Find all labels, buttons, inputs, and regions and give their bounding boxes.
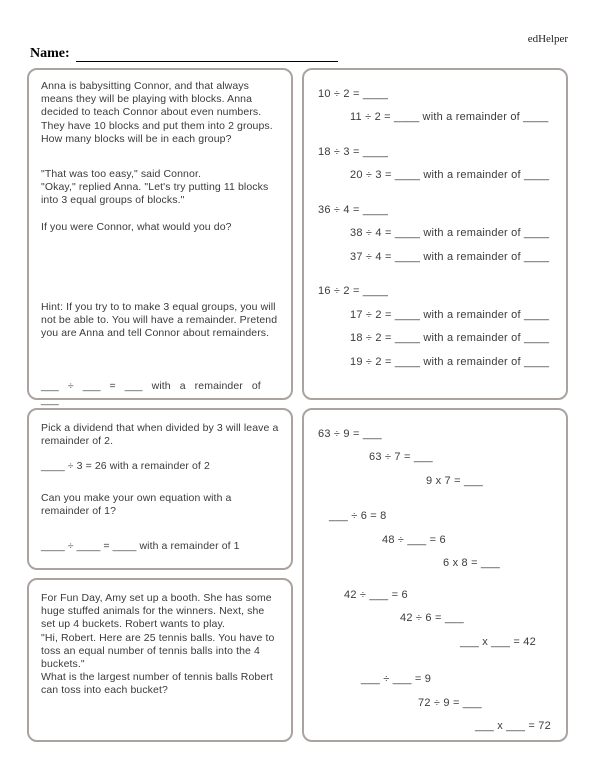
fact-equation: ___ ÷ 6 = 8 [329, 510, 387, 523]
name-row [30, 46, 338, 62]
drill-equation: 17 ÷ 2 = ____ with a remainder of ____ [350, 308, 550, 321]
anna-hint: Hint: If you try to to make 3 equal groups, you will not be able to. You will have a remainder. Pretend you are Anna and tell Connor about remainders. [41, 300, 278, 340]
fact-equation: 63 ÷ 9 = ___ [318, 427, 382, 440]
fact-equation: ___ x ___ = 42 [460, 635, 536, 648]
fact-equation: 72 ÷ 9 = ___ [418, 696, 482, 709]
drill-equation: 10 ÷ 2 = ____ [318, 87, 389, 100]
drill-equation: 38 ÷ 4 = ____ with a remainder of ____ [350, 227, 550, 240]
funday-paragraph-3: What is the largest number of tennis balls Robert can toss into each bucket? [41, 671, 273, 697]
drill-equation: 16 ÷ 2 = ____ [318, 285, 389, 298]
drill-equation: 19 ÷ 2 = ____ with a remainder of ____ [350, 355, 550, 368]
word-problem-anna-box [27, 68, 293, 406]
edhelper-logo: edHelper [527, 33, 568, 45]
anna-equation-blank: ___ ÷ ___ = ___ with a remainder of ___ [41, 380, 261, 406]
funday-paragraph-2: "Hi, Robert. Here are 25 tennis balls. You have to toss an equal number of tennis balls into the 4 buckets." [41, 631, 275, 671]
division-drill-box [302, 68, 568, 400]
anna-paragraph-4: If you were Connor, what would you do? [41, 220, 232, 233]
fact-equation: 9 x 7 = ___ [426, 474, 483, 487]
anna-paragraph-2: "That was too easy," said Connor. [41, 168, 201, 181]
drill-equation: 20 ÷ 3 = ____ with a remainder of ____ [350, 169, 550, 182]
fact-equation: ___ x ___ = 72 [475, 720, 551, 733]
drill-equation: 18 ÷ 2 = ____ with a remainder of ____ [350, 332, 550, 345]
anna-paragraph-3: "Okay," replied Anna. "Let's try putting 11 blocks into 3 equal groups of blocks." [41, 181, 269, 207]
drill-equation: 11 ÷ 2 = ____ with a remainder of ____ [350, 111, 549, 124]
name-label: Name: [30, 46, 70, 61]
dividend-prompt-2: Can you make your own equation with a remainder of 1? [41, 491, 232, 517]
fact-equation: 42 ÷ ___ = 6 [344, 588, 408, 601]
fact-family-box [302, 408, 568, 742]
fact-equation: 6 x 8 = ___ [443, 557, 500, 570]
name-blank-line [76, 47, 338, 62]
dividend-equation-1: ____ ÷ 3 = 26 with a remainder of 2 [41, 460, 210, 473]
drill-equation: 37 ÷ 4 = ____ with a remainder of ____ [350, 250, 550, 263]
drill-equation: 18 ÷ 3 = ____ [318, 145, 389, 158]
fact-equation: ___ ÷ ___ = 9 [361, 673, 432, 686]
dividend-prompt-1: Pick a dividend that when divided by 3 will leave a remainder of 2. [41, 422, 279, 448]
anna-paragraph-1: Anna is babysitting Connor, and that always means they will be playing with blocks. Anna decided to teach Connor about even numbers. They have 10 blocks and put them into 2 groups. How many blocks will be in each group? [41, 80, 273, 145]
fact-equation: 42 ÷ 6 = ___ [400, 612, 464, 625]
fact-equation: 48 ÷ ___ = 6 [382, 533, 446, 546]
drill-equation: 36 ÷ 4 = ____ [318, 203, 389, 216]
pick-dividend-box [27, 408, 293, 570]
word-problem-funday-box [27, 578, 293, 742]
funday-paragraph-1: For Fun Day, Amy set up a booth. She has some huge stuffed animals for the winners. Next, she set up 4 buckets. Robert wants to play. [41, 592, 272, 631]
fact-equation: 63 ÷ 7 = ___ [369, 451, 433, 464]
dividend-equation-2: ____ ÷ ____ = ____ with a remainder of 1 [41, 540, 240, 553]
